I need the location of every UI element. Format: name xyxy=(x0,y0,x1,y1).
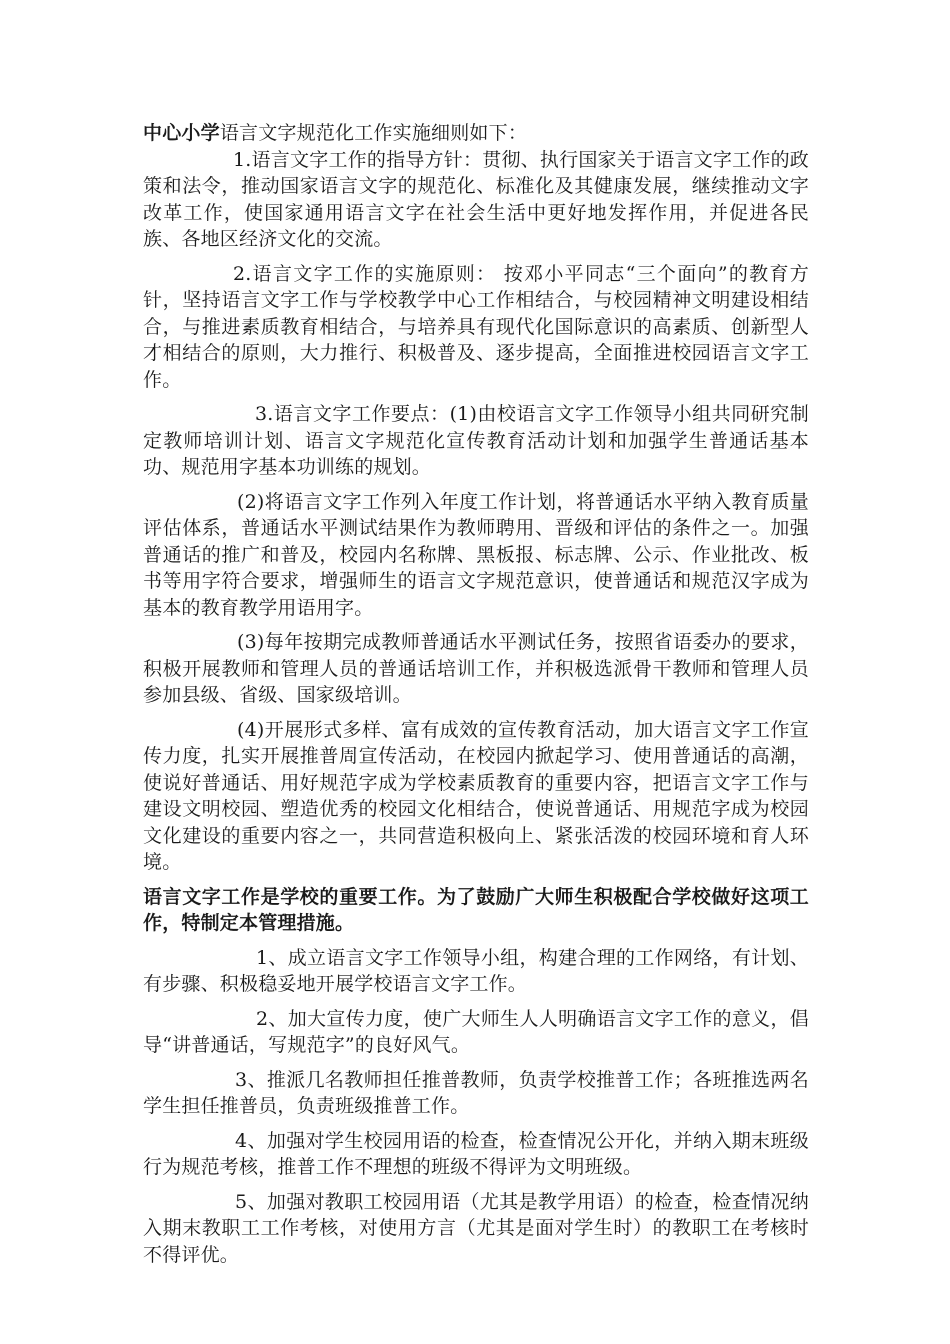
paragraph-guiding-policy: 1.语言文字工作的指导方针：贯彻、执行国家关于语言文字工作的政策和法令，推动国家语言文字的规范化、标准化及其健康发展，继续推动文字改革工作，使国家通用语言文字在社会生活中更好地发挥作用，并促进各民族、各地区经济文化的交流。 xyxy=(143,148,809,250)
paragraph-work-points-4: (4)开展形式多样、富有成效的宣传教育活动，加大语言文字工作宣传力度，扎实开展推普周宣传活动，在校园内掀起学习、使用普通话的高潮，使说好普通话、用好规范字成为学校素质教育的重要内容，把语言文字工作与建设文明校园、塑造优秀的校园文化相结合，使说普通话、用规范字成为校园文化建设的重要内容之一，共同营造积极向上、紧张活泼的校园环境和育人环境。 xyxy=(143,718,809,873)
paragraph-work-points-2: (2)将语言文字工作列入年度工作计划，将普通话水平纳入教育质量评估体系，普通话水平测试结果作为教师聘用、晋级和评估的条件之一。加强普通话的推广和普及，校园内名称牌、黑板报、标志牌、公示、作业批改、板书等用字符合要求，增强师生的语言文字规范意识，使普通话和规范汉字成为基本的教育教学用语用字。 xyxy=(143,490,809,619)
paragraph-work-points-3: (3)每年按期完成教师普通话水平测试任务，按照省语委办的要求，积极开展教师和管理人员的普通话培训工作，并积极选派骨干教师和管理人员参加县级、省级、国家级培训。 xyxy=(143,631,809,706)
document-page xyxy=(143,120,809,1268)
paragraph-implementation-principle: 2.语言文字工作的实施原则： 按邓小平同志“三个面向”的教育方针，坚持语言文字工作与学校教学中心工作相结合，与校园精神文明建设相结合，与推进素质教育相结合，与培养具有现代化国际意识的高素质、创新型人才相结合的原则，大力推行、积极普及、逐步提高，全面推进校园语言文字工作。 xyxy=(143,262,809,391)
measure-item-3: 3、推派几名教师担任推普教师，负责学校推普工作；各班推选两名学生担任推普员，负责班级推普工作。 xyxy=(143,1068,809,1117)
paragraph-work-points-1: 3.语言文字工作要点：(1)由校语言文字工作领导小组共同研究制定教师培训计划、语言文字规范化宣传教育活动计划和加强学生普通话基本功、规范用字基本功训练的规划。 xyxy=(143,403,809,478)
title-subject: 语言文字规范化工作实施细则如下： xyxy=(219,122,528,144)
measure-item-5: 5、加强对教职工校园用语（尤其是教学用语）的检查，检查情况纳入期末教职工工作考核，对使用方言（尤其是面对学生时）的教职工在考核时不得评优。 xyxy=(143,1190,809,1266)
measure-item-2: 2、加大宣传力度，使广大师生人人明确语言文字工作的意义，倡导“讲普通话，写规范字”的良好风气。 xyxy=(143,1007,809,1056)
document-title xyxy=(143,120,809,147)
measure-item-4: 4、加强对学生校园用语的检查，检查情况公开化，并纳入期末班级行为规范考核，推普工作不理想的班级不得评为文明班级。 xyxy=(143,1129,809,1178)
bold-statement: 语言文字工作是学校的重要工作。为了鼓励广大师生积极配合学校做好这项工作，特制定本管理措施。 xyxy=(143,885,809,934)
title-school-name: 中心小学 xyxy=(143,122,220,144)
measure-item-1: 1、成立语言文字工作领导小组，构建合理的工作网络，有计划、有步骤、积极稳妥地开展学校语言文字工作。 xyxy=(143,946,809,995)
